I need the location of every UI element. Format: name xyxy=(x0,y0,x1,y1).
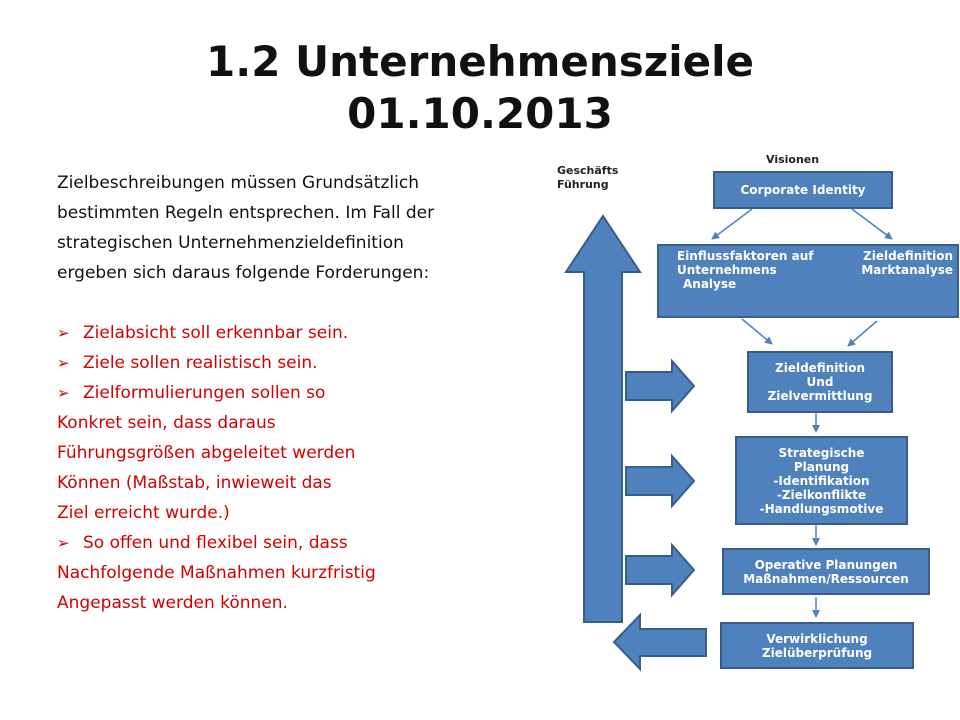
box-text: Marktanalyse xyxy=(861,263,953,277)
bullet-arrow-icon: ➢ xyxy=(57,384,70,402)
box-einflussfaktoren xyxy=(657,244,959,318)
title-line-1: 1.2 Unternehmensziele xyxy=(206,37,754,86)
connector-line xyxy=(852,209,892,239)
requirement-continuation: Führungsgrößen abgeleitet werden xyxy=(57,443,356,463)
box-text: Maßnahmen/Ressourcen xyxy=(743,571,909,586)
box-text: Zieldefinition xyxy=(863,249,953,263)
label-geschaefts-fuehrung: Geschäfts Führung xyxy=(557,164,619,191)
intro-line: Zielbeschreibungen müssen Grundsätzlich xyxy=(57,173,419,193)
requirement-text: Zielformulierungen sollen so xyxy=(83,383,326,403)
right-arrow-icon xyxy=(626,545,694,595)
box-text: -Zielkonflikte xyxy=(776,487,867,502)
box-text: Strategische xyxy=(778,445,865,460)
bullet-arrow-icon: ➢ xyxy=(57,354,70,372)
box-zieldefinition xyxy=(747,351,893,413)
requirement-continuation: Ziel erreicht wurde.) xyxy=(57,503,230,523)
intro-line: ergeben sich daraus folgende Forderungen: xyxy=(57,263,430,283)
label-visionen: Visionen xyxy=(766,153,820,166)
requirement-continuation: Angepasst werden können. xyxy=(57,593,288,613)
box-verwirklichung xyxy=(720,622,914,669)
connector-line xyxy=(712,209,752,239)
box-operative-planungen xyxy=(722,548,930,595)
box-strategische-planung xyxy=(735,436,908,525)
box-text: Zielüberprüfung xyxy=(761,645,873,660)
box-text: Operative Planungen xyxy=(754,557,898,572)
box-text: Corporate Identity xyxy=(740,183,866,197)
requirement-text: So offen und flexibel sein, dass xyxy=(83,533,348,553)
box-text: Verwirklichung xyxy=(766,631,868,646)
requirement-continuation: Konkret sein, dass daraus xyxy=(57,413,276,433)
requirement-text: Ziele sollen realistisch sein. xyxy=(83,353,318,373)
box-text: -Identifikation xyxy=(773,473,870,488)
connector-line xyxy=(848,321,877,346)
box-corporate-identity xyxy=(713,171,893,209)
box-row xyxy=(677,249,953,263)
connector-line xyxy=(742,319,772,344)
box-text: -Handlungsmotive xyxy=(759,501,884,516)
title-line-2: 01.10.2013 xyxy=(347,89,613,138)
right-arrow-icon xyxy=(626,361,694,411)
box-text: Planung xyxy=(793,459,850,474)
box-text: Einflussfaktoren auf xyxy=(677,249,814,263)
box-text: Analyse xyxy=(683,277,737,291)
requirement-continuation: Nachfolgende Maßnahmen kurzfristig xyxy=(57,563,376,583)
bullet-arrow-icon: ➢ xyxy=(57,534,70,552)
intro-line: bestimmten Regeln entsprechen. Im Fall der xyxy=(57,203,435,223)
box-text: Zieldefinition xyxy=(775,361,865,375)
box-text: Unternehmens xyxy=(677,263,777,277)
right-arrow-icon xyxy=(626,456,694,506)
box-text: Zielvermittlung xyxy=(767,389,873,403)
left-arrow-icon xyxy=(614,615,706,669)
box-text: Und xyxy=(806,375,834,389)
requirement-continuation: Können (Maßstab, inwieweit das xyxy=(57,473,332,493)
bullet-arrow-icon: ➢ xyxy=(57,324,70,342)
requirement-text: Zielabsicht soll erkennbar sein. xyxy=(83,323,349,343)
box-row xyxy=(677,263,953,277)
intro-line: strategischen Unternehmenzieldefinition xyxy=(57,233,404,253)
